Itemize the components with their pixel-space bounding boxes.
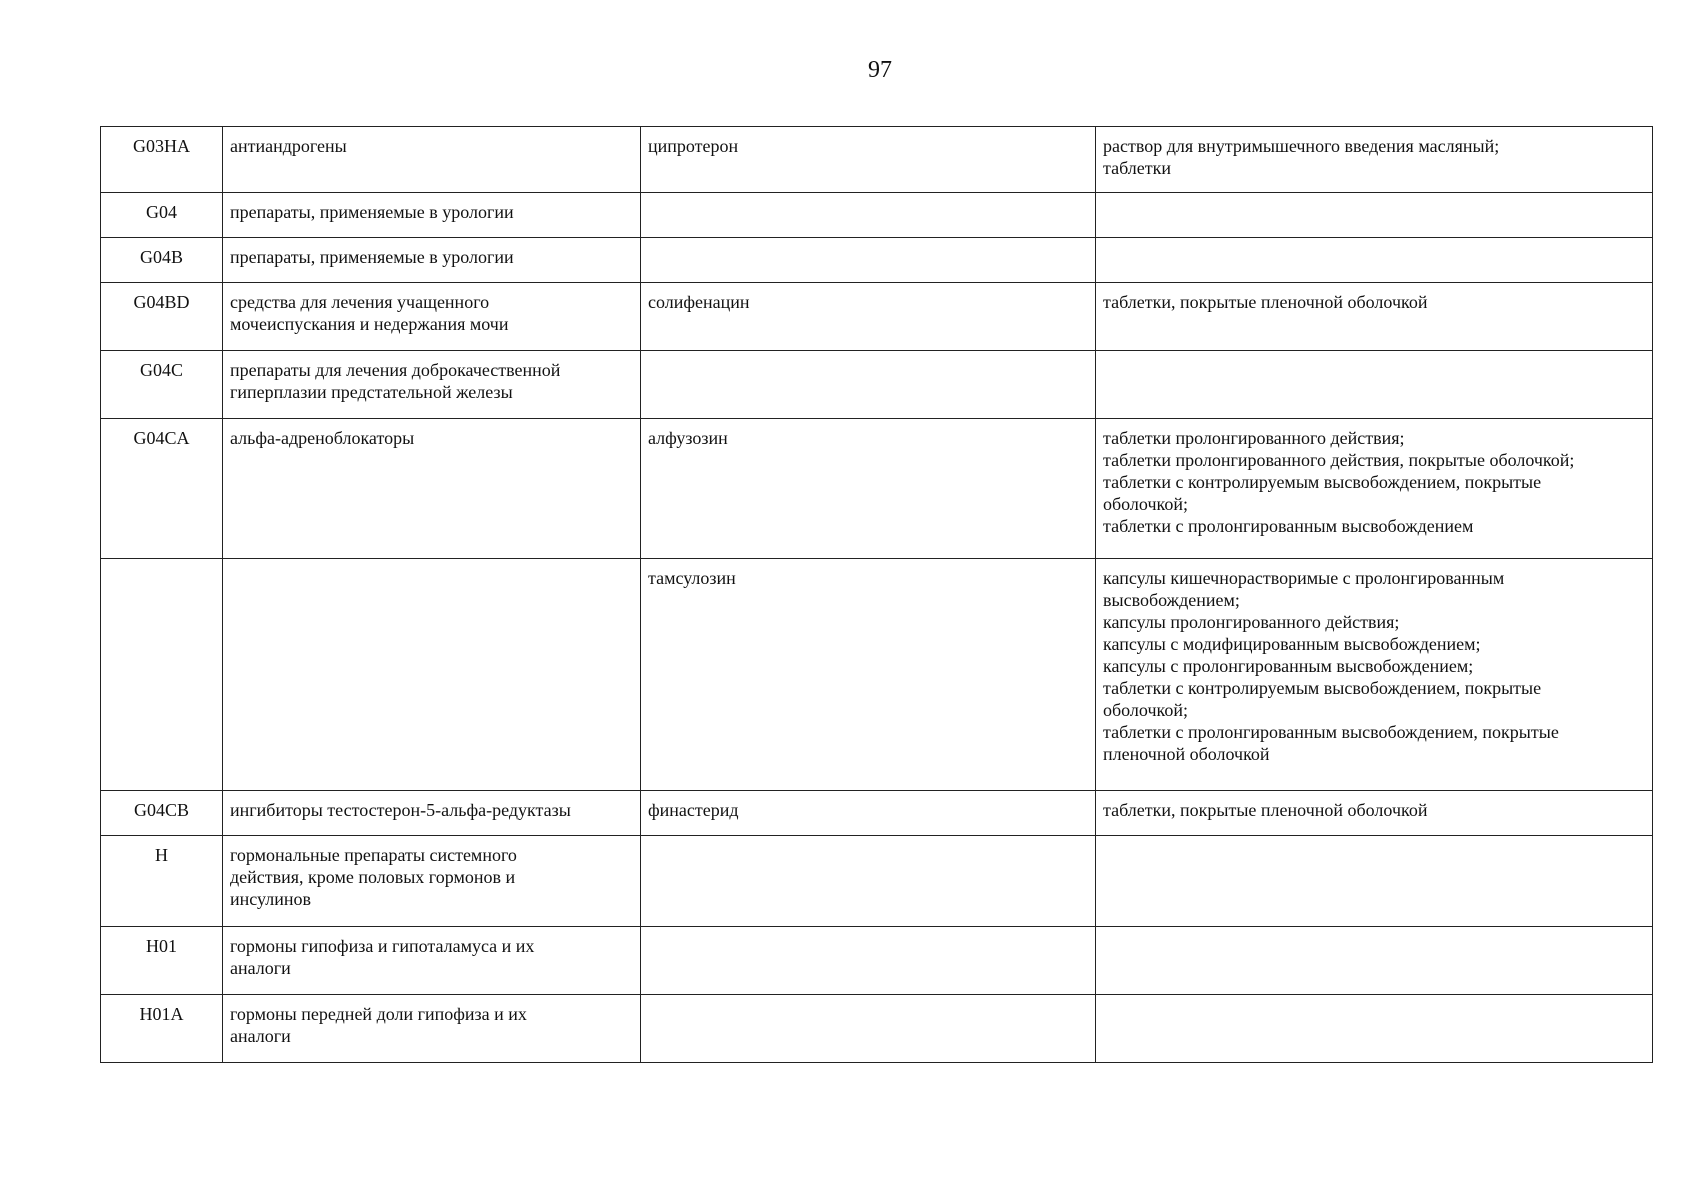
group-name-cell: [223, 127, 641, 193]
dosage-form-line: пленочной оболочкой: [1103, 744, 1270, 764]
group-name-cell: [223, 238, 641, 283]
group-name-line: гормональные препараты системного: [230, 845, 517, 865]
drug-classification-table: [100, 126, 1653, 1063]
dosage-form-line: таблетки, покрытые пленочной оболочкой: [1103, 800, 1428, 820]
table-row: [101, 238, 1653, 283]
group-name-line: действия, кроме половых гормонов и: [230, 867, 516, 887]
group-name-line: гормоны гипофиза и гипоталамуса и их: [230, 936, 535, 956]
dosage-form-line: оболочкой;: [1103, 700, 1188, 720]
table-row: [101, 927, 1653, 995]
group-name-line: гормоны передней доли гипофиза и их: [230, 1004, 527, 1024]
table-row: [101, 127, 1653, 193]
dosage-form-line: таблетки с пролонгированным высвобождением, покрытые: [1103, 722, 1559, 742]
atc-code-cell: [101, 559, 223, 791]
dosage-form-cell: [1096, 927, 1653, 995]
group-name-cell: [223, 791, 641, 836]
substance-cell: [641, 238, 1096, 283]
group-name-line: инсулинов: [230, 889, 311, 909]
group-name-line: препараты, применяемые в урологии: [230, 202, 514, 222]
table-row: [101, 791, 1653, 836]
dosage-form-line: оболочкой;: [1103, 494, 1188, 514]
group-name-cell: [223, 419, 641, 559]
atc-code-cell: G04CB: [101, 791, 223, 836]
table-row: [101, 559, 1653, 791]
dosage-form-line: капсулы кишечнорастворимые с пролонгированным: [1103, 568, 1505, 588]
group-name-line: гиперплазии предстательной железы: [230, 382, 513, 402]
group-name-cell: [223, 283, 641, 351]
dosage-form-cell: [1096, 351, 1653, 419]
substance-cell: [641, 351, 1096, 419]
dosage-form-line: капсулы с модифицированным высвобождением;: [1103, 634, 1481, 654]
substance-cell: ципротерон: [641, 127, 1096, 193]
atc-code-cell: H01A: [101, 995, 223, 1063]
group-name-line: аналоги: [230, 958, 291, 978]
group-name-line: мочеиспускания и недержания мочи: [230, 314, 509, 334]
table-row: [101, 995, 1653, 1063]
page-number: 97: [868, 57, 892, 83]
dosage-form-cell: [1096, 283, 1653, 351]
substance-cell: тамсулозин: [641, 559, 1096, 791]
group-name-cell: [223, 559, 641, 791]
atc-code-cell: H: [101, 836, 223, 927]
substance-cell: [641, 995, 1096, 1063]
atc-code-cell: G04: [101, 193, 223, 238]
dosage-form-line: таблетки: [1103, 158, 1172, 178]
substance-cell: [641, 836, 1096, 927]
group-name-cell: [223, 927, 641, 995]
dosage-form-cell: [1096, 995, 1653, 1063]
dosage-form-line: таблетки, покрытые пленочной оболочкой: [1103, 292, 1428, 312]
table-row: [101, 283, 1653, 351]
group-name-cell: [223, 193, 641, 238]
dosage-form-line: таблетки пролонгированного действия, покрытые оболочкой;: [1103, 450, 1575, 470]
group-name-line: альфа-адреноблокаторы: [230, 428, 415, 448]
group-name-cell: [223, 836, 641, 927]
substance-cell: финастерид: [641, 791, 1096, 836]
atc-code-cell: G04BD: [101, 283, 223, 351]
dosage-form-line: высвобождением;: [1103, 590, 1240, 610]
dosage-form-line: капсулы с пролонгированным высвобождением;: [1103, 656, 1474, 676]
dosage-form-cell: [1096, 193, 1653, 238]
group-name-line: антиандрогены: [230, 136, 347, 156]
atc-code-cell: G04C: [101, 351, 223, 419]
dosage-form-line: капсулы пролонгированного действия;: [1103, 612, 1400, 632]
table-row: [101, 836, 1653, 927]
dosage-form-cell: [1096, 238, 1653, 283]
substance-cell: [641, 193, 1096, 238]
group-name-line: препараты, применяемые в урологии: [230, 247, 514, 267]
substance-cell: солифенацин: [641, 283, 1096, 351]
group-name-line: ингибиторы тестостерон-5-альфа-редуктазы: [230, 800, 571, 820]
table-row: [101, 351, 1653, 419]
substance-cell: [641, 927, 1096, 995]
dosage-form-cell: [1096, 127, 1653, 193]
table-body: [101, 127, 1653, 1063]
table-row: [101, 419, 1653, 559]
dosage-form-line: таблетки с контролируемым высвобождением, покрытые: [1103, 678, 1542, 698]
dosage-form-cell: [1096, 559, 1653, 791]
atc-code-cell: G03HA: [101, 127, 223, 193]
group-name-line: средства для лечения учащенного: [230, 292, 490, 312]
table-row: [101, 193, 1653, 238]
atc-code-cell: H01: [101, 927, 223, 995]
substance-cell: алфузозин: [641, 419, 1096, 559]
atc-code-cell: G04CA: [101, 419, 223, 559]
dosage-form-line: таблетки с пролонгированным высвобождением: [1103, 516, 1474, 536]
dosage-form-cell: [1096, 791, 1653, 836]
dosage-form-cell: [1096, 419, 1653, 559]
group-name-cell: [223, 995, 641, 1063]
dosage-form-line: таблетки пролонгированного действия;: [1103, 428, 1405, 448]
group-name-line: аналоги: [230, 1026, 291, 1046]
atc-code-cell: G04B: [101, 238, 223, 283]
group-name-line: препараты для лечения доброкачественной: [230, 360, 561, 380]
group-name-cell: [223, 351, 641, 419]
dosage-form-cell: [1096, 836, 1653, 927]
dosage-form-line: раствор для внутримышечного введения масляный;: [1103, 136, 1500, 156]
dosage-form-line: таблетки с контролируемым высвобождением, покрытые: [1103, 472, 1542, 492]
